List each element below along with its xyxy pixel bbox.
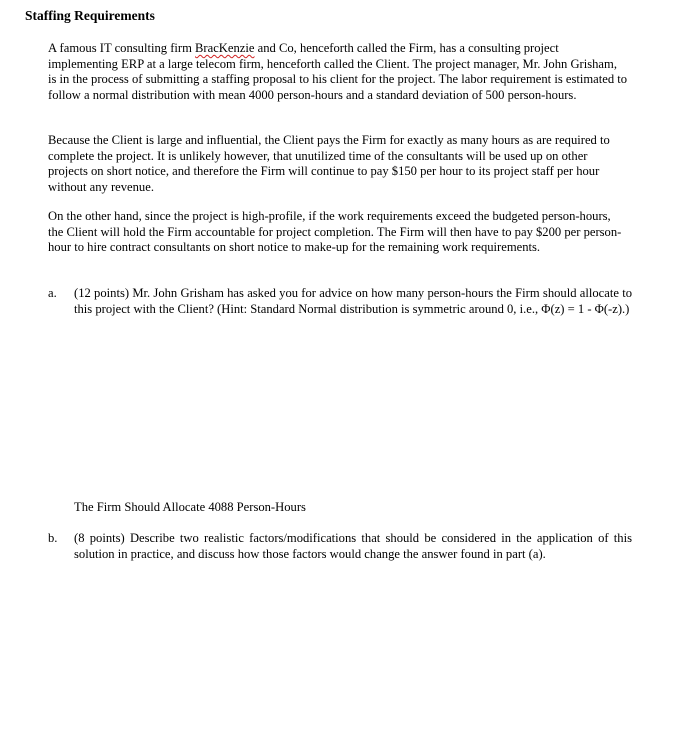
penalty-paragraph: On the other hand, since the project is high-profile, if the work requirements exceed the budgeted person-hours, the Client will hold the Firm accountable for project completion. The Firm will then have to pay $200 per person-hour to hire contract consultants on short notice to make-up for the remaining work requirements. xyxy=(48,209,622,255)
page-heading: Staffing Requirements xyxy=(25,8,155,23)
question-a-text: (12 points) Mr. John Grisham has asked you for advice on how many person-hours the Firm should allocate to this project with the Client? (Hint: Standard Normal distribution is symmetric around 0, i.e., Φ(z) = 1 - Φ(-z).) xyxy=(74,286,632,316)
intro-text-end: and Co, henceforth called the Firm, has a consulting project implementing ERP at a large telecom firm, henceforth called the Client. The project manager, Mr. John Grisham, is in the process of submitting a staffing proposal to his client for the project. The labor requirement is estimated to follow a normal distribution with mean 4000 person-hours and a standard deviation of 500 person-hours. xyxy=(48,41,628,102)
intro-text-start: A famous IT consulting firm xyxy=(48,41,196,55)
question-a-marker: a. xyxy=(48,286,57,300)
answer-text: The Firm Should Allocate 4088 Person-Hours xyxy=(74,500,306,514)
question-b-marker: b. xyxy=(48,531,58,545)
firm-name-misspelled: BracKenzie xyxy=(195,41,255,55)
intro-paragraph xyxy=(48,41,628,103)
client-payment-paragraph: Because the Client is large and influential, the Client pays the Firm for exactly as many hours as are required to complete the project. It is unlikely however, that unutilized time of the consultants will be used up on other projects on short notice, and therefore the Firm will continue to pay $150 per hour to its project staff per hour without any revenue. xyxy=(48,133,610,194)
question-b-text: (8 points) Describe two realistic factors/modifications that should be considered in the application of this solution in practice, and discuss how those factors would change the answer found in part (a). xyxy=(74,531,632,561)
